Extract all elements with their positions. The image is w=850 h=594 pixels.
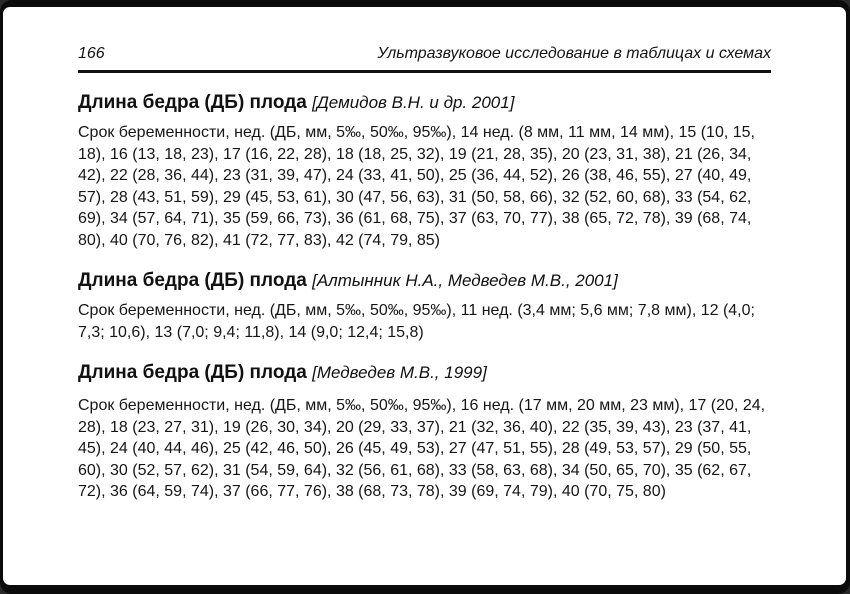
section-title: Длина бедра (ДБ) плода (78, 92, 307, 113)
running-head (78, 45, 771, 63)
section-reference: [Демидов В.Н. и др. 2001] (312, 93, 515, 112)
book-page (3, 7, 846, 585)
page-number: 166 (78, 45, 105, 62)
section-reference: [Алтынник Н.А., Медведев М.В., 2001] (312, 271, 618, 290)
section-heading (78, 269, 771, 292)
section-femur-altynnik-medvedev (78, 269, 771, 343)
section-body-text: Срок беременности, нед. (ДБ, мм, 5‰, 50‰, 95‰), 14 нед. (8 мм, 11 мм, 14 мм), 15 (10, 15, 18), 16 (13, 18, 23), 17 (16, 22, 28), 18 (18, 25, 32), 19 (21, 28, 35), 20 (23, 31, 38), 21 (26, 34, 42), 22 (28, 36, 44), 23 (31, 39, 47), 24 (33, 41, 50), 25 (36, 44, 52), 26 (38, 46, 55), 27 (40, 49, 57), 28 (43, 51, 59), 29 (45, 53, 61), 30 (47, 56, 63), 31 (50, 58, 66), 32 (52, 60, 68), 33 (54, 62, 69), 34 (57, 64, 71), 35 (59, 66, 73), 36 (61, 68, 75), 37 (63, 70, 77), 38 (65, 72, 78), 39 (68, 74, 80), 40 (70, 76, 82), 41 (72, 77, 83), 42 (74, 79, 85) (78, 124, 755, 249)
section-reference: [Медведев М.В., 1999] (312, 363, 487, 382)
section-title: Длина бедра (ДБ) плода (78, 362, 307, 383)
page-content (3, 7, 846, 503)
section-femur-demidov (78, 91, 771, 251)
section-body-text: Срок беременности, нед. (ДБ, мм, 5‰, 50‰, 95‰), 16 нед. (17 мм, 20 мм, 23 мм), 17 (20, 24, 28), 18 (23, 27, 31), 19 (26, 30, 34), 20 (29, 33, 37), 21 (32, 36, 40), 22 (35, 39, 43), 23 (37, 41, 45), 24 (40, 44, 46), 25 (42, 46, 50), 26 (45, 49, 53), 27 (47, 51, 55), 28 (49, 53, 57), 29 (50, 55, 60), 30 (52, 57, 62), 31 (54, 59, 64), 32 (56, 61, 68), 33 (58, 63, 68), 34 (50, 65, 70), 35 (62, 67, 72), 36 (64, 59, 74), 37 (66, 77, 76), 38 (68, 73, 78), 39 (69, 74, 79), 40 (70, 75, 80) (78, 397, 766, 500)
section-body-text: Срок беременности, нед. (ДБ, мм, 5‰, 50‰, 95‰), 11 нед. (3,4 мм; 5,6 мм; 7,8 мм), 12 (4,0; 7,3; 10,6), 13 (7,0; 9,4; 11,8), 14 (9,0; 12,4; 15,8) (78, 302, 755, 341)
section-heading (78, 361, 771, 384)
running-title: Ультразвуковое исследование в таблицах и схемах (377, 45, 771, 62)
section-femur-medvedev (78, 361, 771, 503)
section-title: Длина бедра (ДБ) плода (78, 270, 307, 291)
header-rule (78, 70, 771, 73)
section-heading (78, 91, 771, 114)
